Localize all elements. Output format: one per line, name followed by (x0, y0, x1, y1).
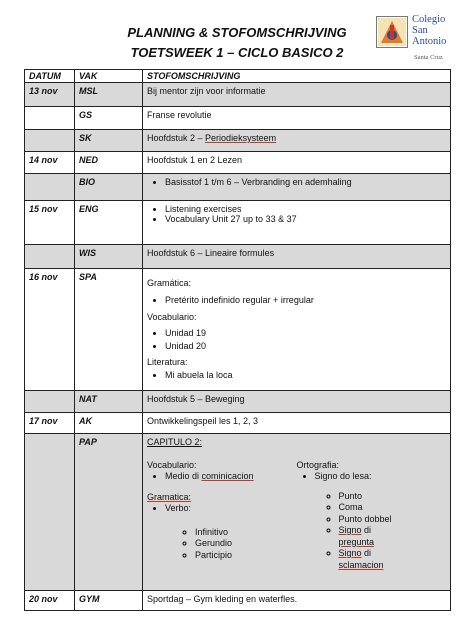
date-cell (25, 434, 75, 591)
pap-left-column (147, 460, 297, 572)
list-item: • Mi abuela la loca (165, 369, 446, 382)
page-title: PLANNING & STOFOMSCHRIJVING (127, 25, 347, 40)
content-cell (143, 201, 451, 245)
column-header-datum: DATUM (25, 70, 75, 83)
content-cell: Hoofdstuk 2 – Periodieksysteem (143, 130, 451, 152)
content-cell: Franse revolutie (143, 107, 451, 130)
content-cell: Hoofdstuk 1 en 2 Lezen (143, 152, 451, 174)
subject-cell: SK (75, 130, 143, 152)
column-header-vak: VAK (75, 70, 143, 83)
subject-cell: NAT (75, 391, 143, 413)
chapter-heading: CAPITULO 2: (147, 437, 203, 447)
date-cell: 16 nov (25, 269, 75, 391)
list-item: • Unidad 20 (165, 340, 446, 353)
content-cell: Bij mentor zijn voor informatie (143, 83, 451, 107)
content-cell (143, 174, 451, 201)
literature-label: Literatura: (147, 357, 188, 367)
subject-cell: GYM (75, 591, 143, 611)
grammar-label: Gramática: (147, 278, 192, 288)
content-cell: Hoofdstuk 6 – Lineaire formules (143, 245, 451, 269)
table-header-row (25, 70, 451, 83)
logo-emblem-icon (376, 16, 408, 48)
school-logo (376, 14, 460, 66)
date-cell (25, 174, 75, 201)
date-cell: 20 nov (25, 591, 75, 611)
list-item: ◦ Signo di pregunta (339, 525, 447, 548)
content-cell (143, 434, 451, 591)
vocabulary-label: Vocabulario: (147, 312, 197, 322)
date-cell (25, 245, 75, 269)
list-item: ◦ Punto (339, 491, 447, 503)
content-cell: Sportdag – Gym kleding en waterfles. (143, 591, 451, 611)
table-row (25, 152, 451, 174)
table-row (25, 174, 451, 201)
list-item: ◦ Punto dobbel (339, 514, 447, 526)
grammar-label: Gramatica: (147, 491, 192, 502)
table-row (25, 269, 451, 391)
subject-cell: ENG (75, 201, 143, 245)
vocabulary-label: Vocabulario: (147, 459, 197, 470)
logo-name: Colegio San Antonio (412, 14, 447, 47)
table-row (25, 591, 451, 611)
schedule-table (24, 69, 451, 611)
list-item: ◦ Infinitivo (195, 527, 297, 539)
list-item: • Unidad 19 (165, 327, 446, 340)
subject-cell: GS (75, 107, 143, 130)
table-row (25, 413, 451, 434)
table-row (25, 130, 451, 152)
table-row (25, 434, 451, 591)
subject-cell: SPA (75, 269, 143, 391)
content-cell: Hoofdstuk 5 – Beweging (143, 391, 451, 413)
content-cell: Ontwikkelingspeil les 1, 2, 3 (143, 413, 451, 434)
table-row (25, 107, 451, 130)
list-item: • Medio di cominicacion (165, 471, 297, 483)
list-item: • Verbo: (165, 503, 297, 515)
table-row (25, 245, 451, 269)
page-subtitle: TOETSWEEK 1 – CICLO BASICO 2 (130, 45, 344, 60)
date-cell: 17 nov (25, 413, 75, 434)
logo-location: Santa Cruz (414, 54, 443, 61)
date-cell (25, 130, 75, 152)
column-header-stof: STOFOMSCHRIJVING (143, 70, 451, 83)
subject-cell: WIS (75, 245, 143, 269)
content-cell (143, 269, 451, 391)
list-item: • Vocabulary Unit 27 up to 33 & 37 (165, 214, 446, 224)
date-cell: 15 nov (25, 201, 75, 245)
list-item: • Basisstof 1 t/m 6 – Verbranding en ademhaling (165, 177, 446, 187)
list-item: • Listening exercises (165, 204, 446, 214)
table-row (25, 201, 451, 245)
subject-cell: NED (75, 152, 143, 174)
list-item: ◦ Signo di sclamacion (339, 548, 447, 571)
table-row (25, 83, 451, 107)
list-item: ◦ Gerundio (195, 538, 297, 550)
subject-cell: BIO (75, 174, 143, 201)
table-row (25, 391, 451, 413)
date-cell (25, 391, 75, 413)
date-cell (25, 107, 75, 130)
list-item: ◦ Participio (195, 550, 297, 562)
list-item: • Pretérito indefinido regular + irregular (165, 294, 446, 307)
list-item: • Signo do lesa: (315, 471, 447, 483)
pap-right-column (297, 460, 447, 572)
date-cell: 13 nov (25, 83, 75, 107)
orthography-label: Ortografia: (296, 459, 340, 470)
list-item: ◦ Coma (339, 502, 447, 514)
subject-cell: MSL (75, 83, 143, 107)
subject-cell: AK (75, 413, 143, 434)
date-cell: 14 nov (25, 152, 75, 174)
subject-cell: PAP (75, 434, 143, 591)
